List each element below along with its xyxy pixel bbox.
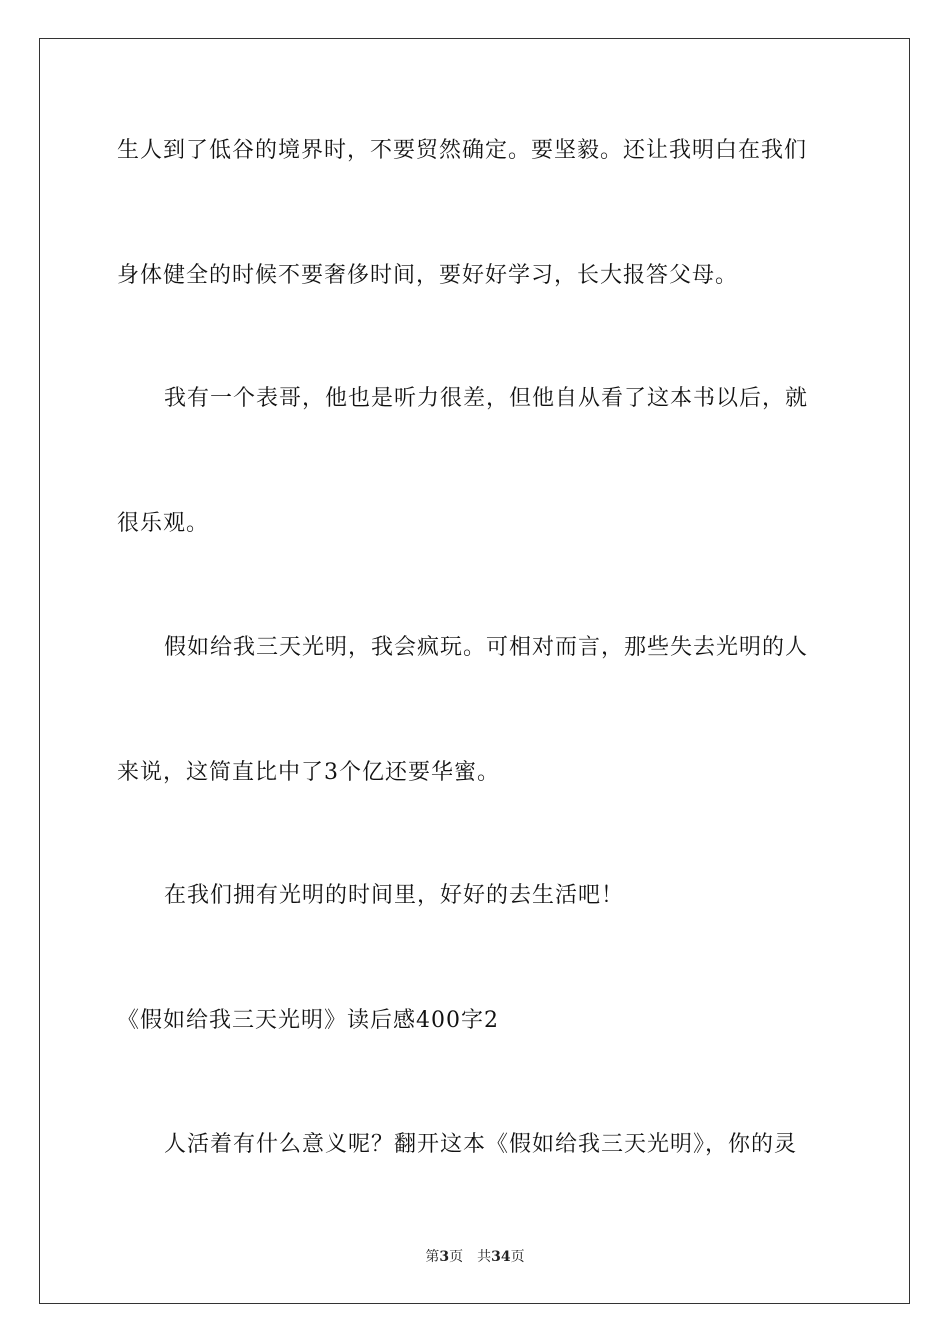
footer-total-pages: 34 xyxy=(491,1249,511,1265)
footer-total-prefix: 共 xyxy=(477,1249,492,1265)
section-heading: 《假如给我三天光明》读后感400字2 xyxy=(117,1008,499,1033)
paragraph-line-3: 我有一个表哥，他也是听力很差，但他自从看了这本书以后，就 xyxy=(164,386,809,411)
paragraph-line-5: 假如给我三天光明，我会疯玩。可相对而言，那些失去光明的人 xyxy=(164,635,809,660)
page-footer xyxy=(0,1247,950,1267)
paragraph-line-4: 很乐观。 xyxy=(117,511,210,536)
footer-page-number: 3 xyxy=(439,1249,450,1265)
paragraph-line-1: 生人到了低谷的境界时，不要贸然确定。要坚毅。还让我明白在我们 xyxy=(117,138,808,163)
page-border xyxy=(39,38,910,1304)
footer-page-suffix: 页 xyxy=(449,1249,464,1265)
paragraph-line-6: 来说，这简直比中了3个亿还要华蜜。 xyxy=(117,760,500,785)
footer-page-prefix: 第 xyxy=(425,1249,440,1265)
footer-total-suffix: 页 xyxy=(510,1249,525,1265)
paragraph-line-8: 人活着有什么意义呢？翻开这本《假如给我三天光明》，你的灵 xyxy=(164,1132,798,1157)
paragraph-line-7: 在我们拥有光明的时间里，好好的去生活吧！ xyxy=(164,883,625,908)
paragraph-line-2: 身体健全的时候不要奢侈时间，要好好学习，长大报答父母。 xyxy=(117,263,739,288)
